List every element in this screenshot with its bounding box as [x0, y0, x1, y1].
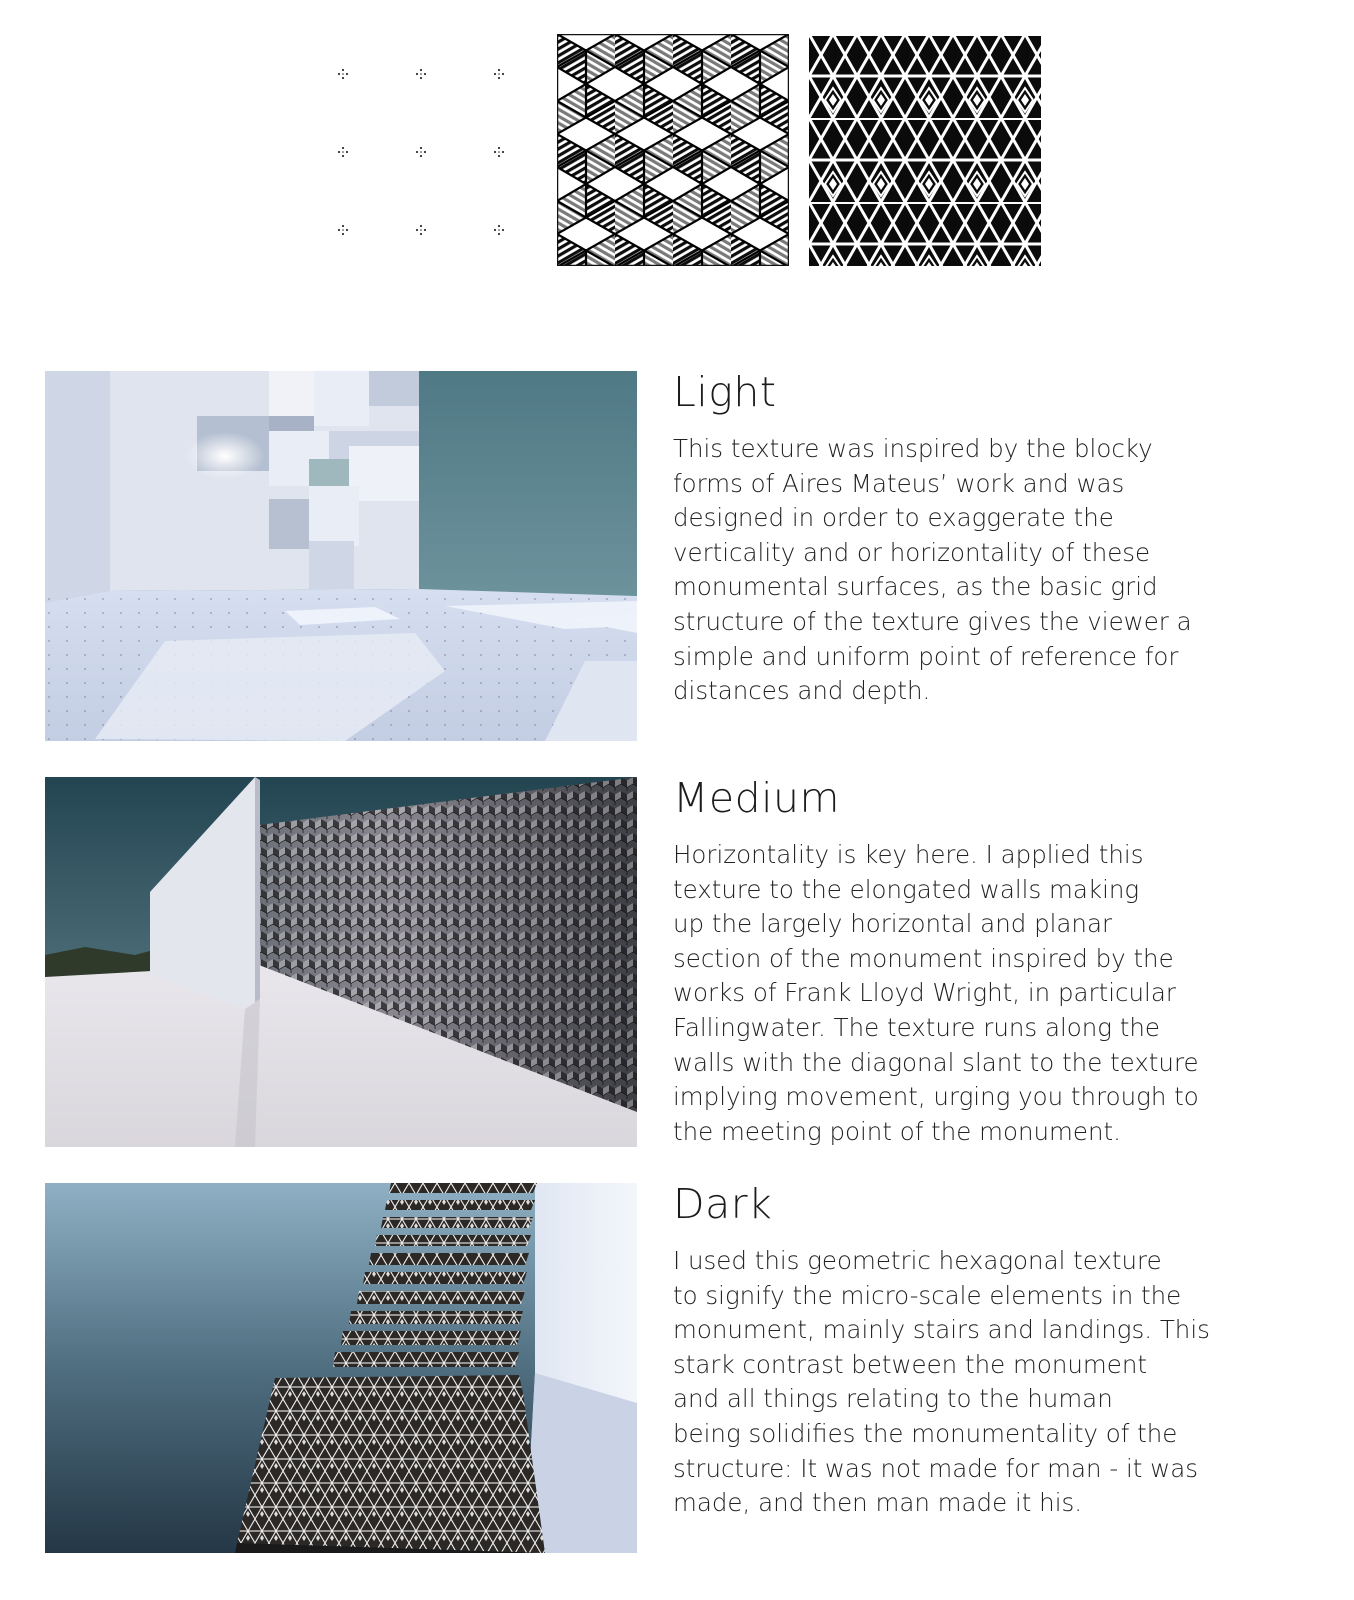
body-line: made, and then man made it his. — [673, 1488, 1083, 1518]
body-line: forms of Aires Mateus’ work and was — [673, 468, 1125, 498]
dark-section-body — [673, 1244, 1313, 1521]
dark-section-title: Dark — [673, 1180, 773, 1228]
dark-texture-render — [45, 1183, 637, 1553]
light-texture-swatch — [322, 34, 554, 266]
body-line: verticality and or horizontality of these — [673, 537, 1151, 567]
body-line: Fallingwater. The texture runs along the — [673, 1012, 1160, 1042]
body-line: monumental surfaces, as the basic grid — [673, 572, 1158, 602]
medium-section-title: Medium — [673, 774, 840, 822]
medium-section — [673, 772, 1313, 1149]
body-line: works of Frank Lloyd Wright, in particular — [673, 978, 1176, 1008]
body-line: This texture was inspired by the blocky — [673, 434, 1153, 463]
body-line: Horizontality is key here. I applied this — [673, 840, 1144, 869]
body-line: texture to the elongated walls making — [673, 874, 1140, 904]
body-line: to signify the micro-scale elements in the — [673, 1280, 1182, 1310]
dark-texture-swatch — [809, 34, 1041, 266]
medium-texture-swatch — [557, 34, 789, 266]
light-section — [673, 366, 1313, 709]
body-line: implying movement, urging you through to — [673, 1082, 1199, 1112]
body-line: structure of the texture gives the viewer a — [673, 606, 1192, 636]
body-line: stark contrast between the monument — [673, 1349, 1147, 1379]
medium-section-body — [673, 838, 1313, 1149]
body-line: distances and depth. — [673, 676, 931, 706]
body-line: simple and uniform point of reference for — [673, 641, 1179, 671]
light-texture-render — [45, 371, 637, 741]
dark-section — [673, 1178, 1313, 1521]
light-section-body — [673, 432, 1313, 709]
body-line: structure: It was not made for man - it was — [673, 1453, 1198, 1483]
body-line: being solidifies the monumentality of the — [673, 1418, 1178, 1448]
body-line: section of the monument inspired by the — [673, 943, 1174, 973]
body-line: designed in order to exaggerate the — [673, 503, 1114, 533]
body-line: I used this geometric hexagonal texture — [673, 1246, 1162, 1275]
light-section-title: Light — [673, 368, 777, 416]
body-line: up the largely horizontal and planar — [673, 909, 1113, 939]
body-line: the meeting point of the monument. — [673, 1116, 1121, 1146]
body-line: monument, mainly stairs and landings. This — [673, 1315, 1210, 1345]
body-line: and all things relating to the human — [673, 1384, 1113, 1414]
body-line: walls with the diagonal slant to the texture — [673, 1047, 1199, 1077]
medium-texture-render — [45, 777, 637, 1147]
